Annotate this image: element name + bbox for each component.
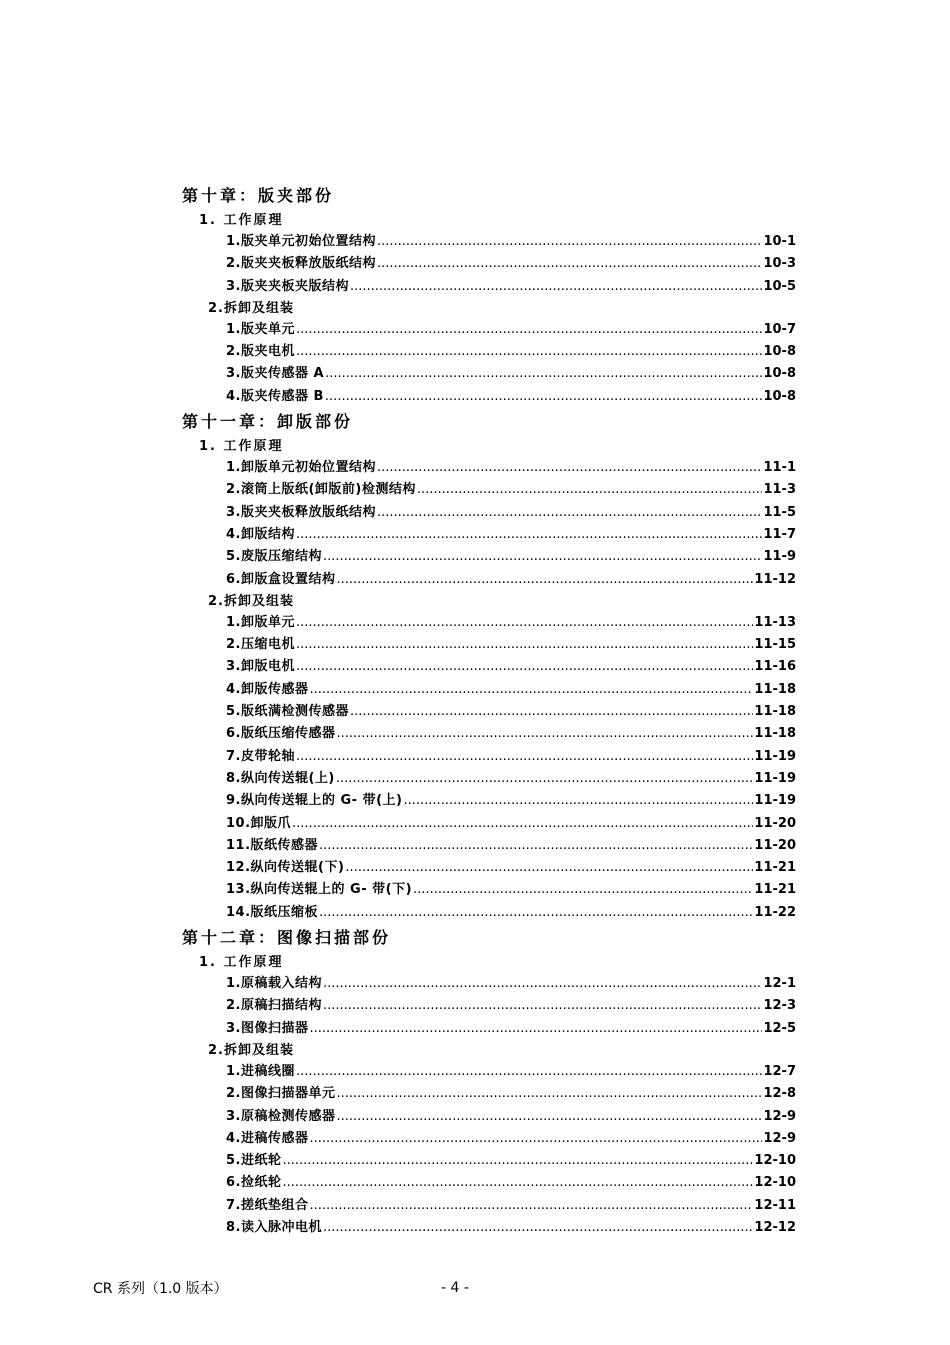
toc-entry-label: 1.版夹单元 [226,321,295,337]
toc-entry-page: 10-8 [763,366,796,382]
dot-leader [336,1106,762,1128]
dot-leader [282,1172,753,1194]
toc-entry-page: 12-1 [763,976,796,992]
dot-leader [296,746,753,768]
dot-leader [296,656,753,678]
dot-leader [377,457,762,479]
toc-entry-page: 12-9 [763,1108,796,1124]
toc-entry-label: 11.版纸传感器 [226,837,319,853]
toc-entry-page: 10-5 [763,278,796,294]
toc-entry-label: 6.版纸压缩传感器 [226,726,336,742]
toc-entry-page: 11-20 [754,815,796,831]
toc-entry-page: 10-8 [763,344,796,360]
dot-leader [377,502,762,524]
dot-leader [309,1018,762,1040]
dot-leader [309,679,753,701]
toc-entry-label: 5.进纸轮 [226,1153,282,1169]
toc-entry[interactable] [226,995,796,1017]
toc-entry[interactable] [226,386,796,408]
toc-entry-label: 1.进稿线圈 [226,1063,295,1079]
toc-entry-label: 7.搓纸垫组合 [226,1197,309,1213]
toc-entry-page: 11-22 [754,904,796,920]
toc-entry-page: 10-8 [763,388,796,404]
toc-entry[interactable] [226,723,796,745]
toc-entry-label: 3.原稿检测传感器 [226,1108,336,1124]
toc-entry[interactable] [226,276,796,298]
toc-entry-label: 2.滚筒上版纸(卸版前)检测结构 [226,482,416,498]
toc-entry-label: 7.皮带轮轴 [226,748,295,764]
chapter-title: 第十章：版夹部份 [182,186,335,205]
chapter-10 [0,184,950,408]
toc-entry-page: 11-13 [754,614,796,630]
toc-entry-page: 12-8 [763,1086,796,1102]
toc-entry-label: 2.版夹电机 [226,344,295,360]
toc-entry-page: 11-18 [754,726,796,742]
dot-leader [350,276,762,298]
section-title: 2.拆卸及组装 [208,593,294,609]
toc-entry[interactable] [226,835,796,857]
toc-entry[interactable] [226,1083,796,1105]
section-title: 2.拆卸及组装 [208,1042,294,1058]
dot-leader [350,701,753,723]
dot-leader [296,341,762,363]
footer-series: CR 系列（1.0 版本） [93,1281,228,1297]
toc-entry-page: 11-7 [763,526,796,542]
toc-entry[interactable] [226,231,796,253]
dot-leader [309,1195,753,1217]
toc-entry[interactable] [226,524,796,546]
dot-leader [323,995,762,1017]
dot-leader [417,479,763,501]
toc-entry[interactable] [226,879,796,901]
section-title: 1. 工作原理 [199,955,284,971]
toc-entry-label: 14.版纸压缩板 [226,904,319,920]
toc-entry-label: 4.版夹传感器 B [226,388,324,404]
toc-entry-label: 2.压缩电机 [226,637,295,653]
toc-entry-page: 11-19 [754,748,796,764]
toc-entry-page: 12-3 [763,998,796,1014]
toc-entry-label: 6.捡纸轮 [226,1175,282,1191]
section-title: 2.拆卸及组装 [208,300,294,316]
toc-entry-label: 1.卸版单元初始位置结构 [226,460,376,476]
toc-entry-label: 6.卸版盒设置结构 [226,571,336,587]
toc-entry-page: 11-12 [754,571,796,587]
toc-entry-label: 4.卸版结构 [226,526,295,542]
toc-entry-label: 1.原稿载入结构 [226,976,322,992]
dot-leader [323,1217,753,1239]
toc-entry-page: 12-5 [763,1020,796,1036]
toc-entry-page: 11-18 [754,681,796,697]
dot-leader [323,973,762,995]
dot-leader [323,546,762,568]
toc-entry-label: 8.读入脉冲电机 [226,1219,322,1235]
footer-page-number: - 4 - [441,1280,469,1296]
toc-entry[interactable] [226,612,796,634]
dot-leader [309,1128,762,1150]
toc-entry-page: 11-20 [754,837,796,853]
toc-entry[interactable] [226,701,796,723]
dot-leader [413,879,753,901]
toc-entry[interactable] [226,656,796,678]
toc-entry-label: 8.纵向传送辊(上) [226,770,335,786]
toc-entry[interactable] [226,363,796,385]
toc-entry[interactable] [226,813,796,835]
toc-entry-label: 10.卸版爪 [226,815,292,831]
toc-entry-page: 12-12 [754,1219,796,1235]
toc-entry[interactable] [226,253,796,275]
toc-entry[interactable] [226,479,796,501]
dot-leader [336,768,754,790]
toc-entry-label: 4.进稿传感器 [226,1130,309,1146]
toc-entry-page: 11-16 [754,659,796,675]
table-of-contents [0,184,950,1241]
section-title: 1. 工作原理 [199,213,284,228]
toc-entry-page: 12-9 [763,1130,796,1146]
toc-entry-label: 5.废版压缩结构 [226,549,322,565]
toc-entry-page: 11-3 [763,482,796,498]
dot-leader [336,723,753,745]
dot-leader [336,1083,762,1105]
toc-entry-page: 10-1 [763,234,796,249]
toc-entry-label: 1.卸版单元 [226,614,295,630]
dot-leader [325,363,762,385]
toc-entry[interactable] [226,1128,796,1150]
toc-entry-page: 11-18 [754,704,796,720]
chapter-12 [0,926,950,1239]
toc-entry[interactable] [226,973,796,995]
toc-entry[interactable] [226,319,796,341]
chapter-11 [0,410,950,924]
toc-entry-page: 11-21 [754,860,796,876]
toc-entry-label: 3.卸版电机 [226,659,295,675]
dot-leader [296,634,753,656]
dot-leader [377,253,762,275]
dot-leader [292,813,753,835]
dot-leader [296,1061,762,1083]
toc-entry-page: 11-21 [754,882,796,898]
toc-entry-page: 11-9 [763,549,796,565]
toc-entry[interactable] [226,790,796,812]
toc-entry[interactable] [226,1150,796,1172]
dot-leader [404,790,754,812]
toc-entry-page: 10-7 [763,321,796,337]
toc-entry-label: 3.版夹夹板释放版纸结构 [226,504,376,520]
chapter-title: 第十一章：卸版部份 [182,412,354,432]
toc-entry-label: 9.纵向传送辊上的 G- 带(上) [226,793,403,809]
toc-entry[interactable] [226,746,796,768]
toc-entry-label: 3.图像扫描器 [226,1020,309,1036]
toc-entry[interactable] [226,457,796,479]
dot-leader [377,231,762,253]
toc-entry-page: 11-5 [763,504,796,520]
toc-entry-page: 10-3 [763,256,796,272]
toc-entry-label: 3.版夹夹板夹版结构 [226,278,349,294]
toc-entry-label: 13.纵向传送辊上的 G- 带(下) [226,882,413,898]
dot-leader [336,569,753,591]
toc-entry[interactable] [226,502,796,524]
toc-entry[interactable] [226,1172,796,1194]
toc-entry-label: 5.版纸满检测传感器 [226,704,349,720]
toc-entry[interactable] [226,546,796,568]
dot-leader [296,612,753,634]
section-title: 1. 工作原理 [199,439,284,455]
toc-entry-page: 11-15 [754,637,796,653]
toc-entry[interactable] [226,679,796,701]
toc-entry[interactable] [226,857,796,879]
toc-entry[interactable] [226,1217,796,1239]
toc-entry[interactable] [226,1195,796,1217]
toc-entry-page: 12-10 [754,1175,796,1191]
toc-entry-label: 2.图像扫描器单元 [226,1086,336,1102]
dot-leader [296,319,762,341]
toc-entry[interactable] [226,341,796,363]
toc-entry-label: 3.版夹传感器 A [226,366,325,382]
toc-entry[interactable] [226,634,796,656]
toc-entry[interactable] [226,569,796,591]
toc-entry-page: 12-10 [754,1153,796,1169]
dot-leader [325,386,763,408]
toc-entry-page: 12-11 [754,1197,796,1213]
toc-entry[interactable] [226,1061,796,1083]
toc-entry-page: 12-7 [763,1063,796,1079]
toc-entry-page: 11-19 [754,770,796,786]
toc-entry-label: 2.版夹夹板释放版纸结构 [226,256,376,272]
dot-leader [296,524,762,546]
dot-leader [282,1150,753,1172]
toc-entry-label: 12.纵向传送辊(下) [226,860,345,876]
toc-entry[interactable] [226,1106,796,1128]
toc-entry-label: 1.版夹单元初始位置结构 [226,234,376,249]
dot-leader [319,835,753,857]
toc-entry-page: 11-19 [754,793,796,809]
dot-leader [345,857,753,879]
toc-entry[interactable] [226,1018,796,1040]
toc-entry[interactable] [226,902,796,924]
toc-entry-label: 2.原稿扫描结构 [226,998,322,1014]
toc-entry-page: 11-1 [763,460,796,476]
dot-leader [319,902,753,924]
toc-entry-label: 4.卸版传感器 [226,681,309,697]
chapter-title: 第十二章：图像扫描部份 [182,928,392,948]
toc-entry[interactable] [226,768,796,790]
